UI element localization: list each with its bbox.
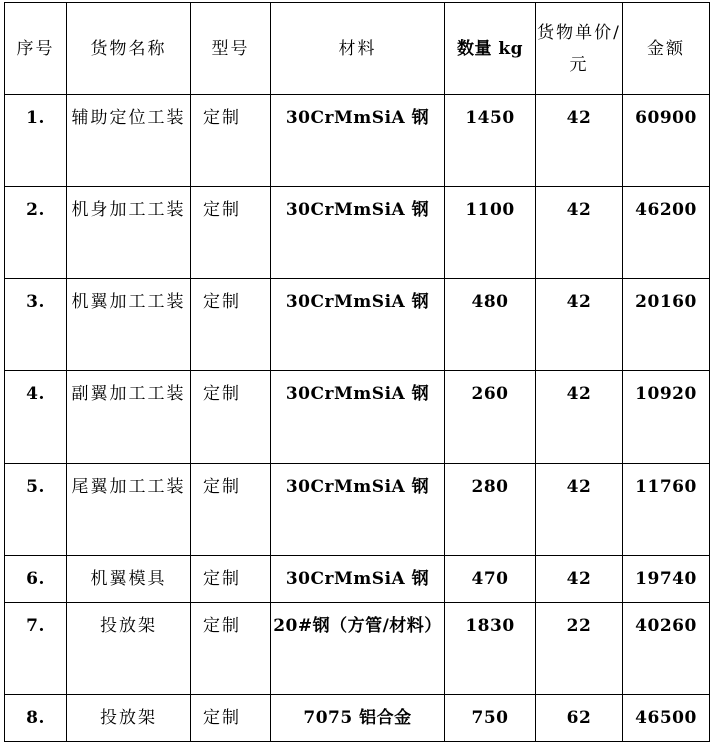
table-row xyxy=(5,602,710,694)
cell-amount: 46200 xyxy=(623,187,710,279)
cell-qty: 260 xyxy=(445,371,536,463)
header-unit-price: 货物单价/元 xyxy=(536,3,623,95)
cell-name: 投放架 xyxy=(67,694,191,741)
cell-material: 30CrMmSiA 钢 xyxy=(271,371,445,463)
cell-qty: 470 xyxy=(445,555,536,602)
cell-material: 30CrMmSiA 钢 xyxy=(271,279,445,371)
cell-name: 机身加工工装 xyxy=(67,187,191,279)
cell-model: 定制 xyxy=(191,279,271,371)
table-row xyxy=(5,463,710,555)
cell-amount: 46500 xyxy=(623,694,710,741)
cell-seq: 2. xyxy=(5,187,67,279)
table-row xyxy=(5,187,710,279)
cell-price: 62 xyxy=(536,694,623,741)
cell-model: 定制 xyxy=(191,555,271,602)
cell-qty: 280 xyxy=(445,463,536,555)
cell-price: 42 xyxy=(536,371,623,463)
cell-material: 7075 铝合金 xyxy=(271,694,445,741)
cell-price: 42 xyxy=(536,463,623,555)
header-amount: 金额 xyxy=(623,3,710,95)
table-row xyxy=(5,371,710,463)
cell-price: 42 xyxy=(536,555,623,602)
cell-name: 投放架 xyxy=(67,602,191,694)
cell-qty: 480 xyxy=(445,279,536,371)
cell-price: 42 xyxy=(536,279,623,371)
table-row xyxy=(5,279,710,371)
cell-amount: 20160 xyxy=(623,279,710,371)
cell-seq: 4. xyxy=(5,371,67,463)
cell-model: 定制 xyxy=(191,463,271,555)
cell-name: 辅助定位工装 xyxy=(67,95,191,187)
cell-qty: 1830 xyxy=(445,602,536,694)
cell-name: 副翼加工工装 xyxy=(67,371,191,463)
cell-material: 20#钢（方管/材料） xyxy=(271,602,445,694)
cell-model: 定制 xyxy=(191,694,271,741)
cell-seq: 5. xyxy=(5,463,67,555)
header-row xyxy=(5,3,710,95)
header-seq: 序号 xyxy=(5,3,67,95)
cell-price: 42 xyxy=(536,95,623,187)
cell-qty: 750 xyxy=(445,694,536,741)
cell-amount: 60900 xyxy=(623,95,710,187)
cell-amount: 19740 xyxy=(623,555,710,602)
cell-model: 定制 xyxy=(191,602,271,694)
cell-seq: 6. xyxy=(5,555,67,602)
cell-qty: 1100 xyxy=(445,187,536,279)
cell-price: 22 xyxy=(536,602,623,694)
cell-name: 机翼加工工装 xyxy=(67,279,191,371)
cell-seq: 7. xyxy=(5,602,67,694)
cell-seq: 8. xyxy=(5,694,67,741)
header-material: 材料 xyxy=(271,3,445,95)
cell-amount: 10920 xyxy=(623,371,710,463)
cell-material: 30CrMmSiA 钢 xyxy=(271,463,445,555)
cell-seq: 1. xyxy=(5,95,67,187)
cell-price: 42 xyxy=(536,187,623,279)
cell-name: 尾翼加工工装 xyxy=(67,463,191,555)
goods-table xyxy=(4,2,710,742)
header-qty: 数量 kg xyxy=(445,3,536,95)
table-row xyxy=(5,694,710,741)
cell-seq: 3. xyxy=(5,279,67,371)
table-row xyxy=(5,95,710,187)
cell-material: 30CrMmSiA 钢 xyxy=(271,187,445,279)
cell-model: 定制 xyxy=(191,95,271,187)
cell-material: 30CrMmSiA 钢 xyxy=(271,95,445,187)
cell-amount: 40260 xyxy=(623,602,710,694)
table-row xyxy=(5,555,710,602)
cell-model: 定制 xyxy=(191,187,271,279)
cell-name: 机翼模具 xyxy=(67,555,191,602)
cell-qty: 1450 xyxy=(445,95,536,187)
cell-amount: 11760 xyxy=(623,463,710,555)
cell-model: 定制 xyxy=(191,371,271,463)
header-name: 货物名称 xyxy=(67,3,191,95)
header-model: 型号 xyxy=(191,3,271,95)
cell-material: 30CrMmSiA 钢 xyxy=(271,555,445,602)
